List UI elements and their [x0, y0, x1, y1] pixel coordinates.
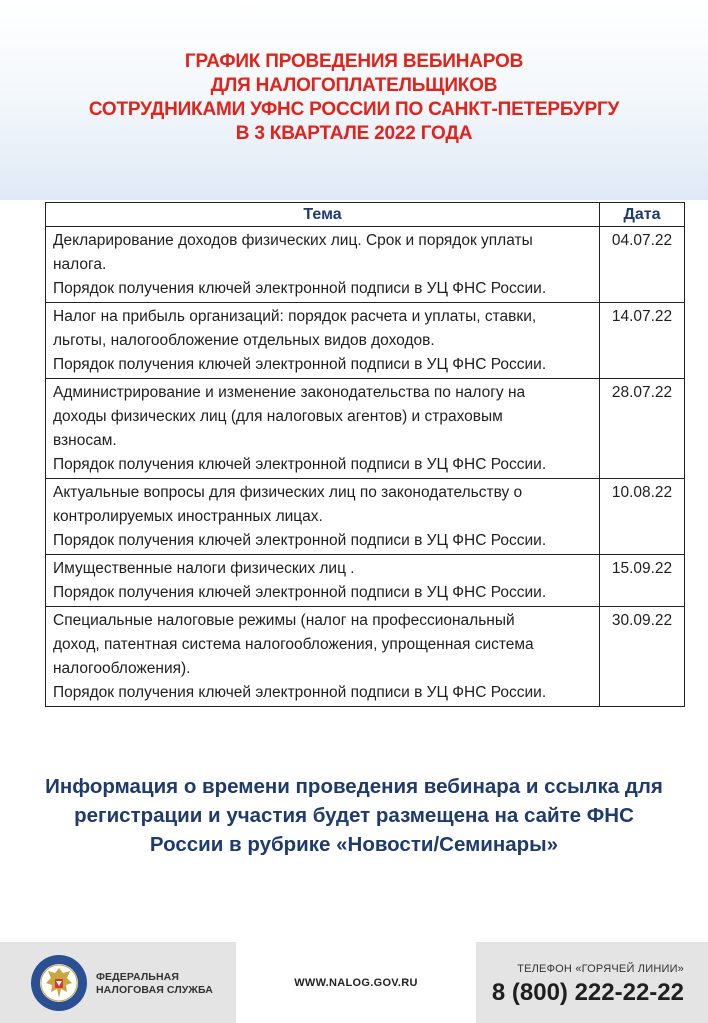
- topic-line: Порядок получения ключей электронной подписи в УЦ ФНС России.: [53, 584, 547, 601]
- page-title: [0, 50, 708, 146]
- date-cell: 04.07.22: [600, 227, 685, 303]
- topic-cell: [46, 607, 600, 707]
- topic-cell: [46, 303, 600, 379]
- hotline-label: ТЕЛЕФОН «ГОРЯЧЕЙ ЛИНИИ»: [517, 963, 684, 975]
- topic-line: Декларирование доходов физических лиц. Срок и порядок уплаты: [53, 232, 533, 249]
- info-line: России в рубрике «Новости/Семинары»: [149, 833, 559, 856]
- org-name-line: НАЛОГОВАЯ СЛУЖБА: [96, 984, 213, 996]
- registration-info: [40, 772, 668, 859]
- topic-line: Налог на прибыль организаций: порядок расчета и уплаты, ставки,: [53, 308, 537, 325]
- topic-line: Администрирование и изменение законодательства по налогу на: [53, 384, 526, 401]
- table-header-row: [46, 203, 685, 227]
- title-line: В 3 КВАРТАЛЕ 2022 ГОДА: [235, 123, 473, 144]
- info-line: регистрации и участия будет размещена на сайте ФНС: [74, 804, 634, 827]
- topic-line: Порядок получения ключей электронной подписи в УЦ ФНС России.: [53, 532, 547, 549]
- topic-cell: [46, 555, 600, 607]
- column-header-date: Дата: [600, 203, 685, 227]
- title-line: СОТРУДНИКАМИ УФНС РОССИИ ПО САНКТ-ПЕТЕРБУРГУ: [88, 99, 620, 120]
- topic-line: контролируемых иностранных лицах.: [53, 508, 323, 525]
- topic-cell: [46, 479, 600, 555]
- topic-line: Порядок получения ключей электронной подписи в УЦ ФНС России.: [53, 356, 547, 373]
- website-link[interactable]: WWW.NALOG.GOV.RU: [294, 977, 418, 989]
- topic-line: доход, патентная система налогообложения, упрощенная система: [53, 636, 534, 653]
- date-cell: 10.08.22: [600, 479, 685, 555]
- title-line: ГРАФИК ПРОВЕДЕНИЯ ВЕБИНАРОВ: [184, 51, 524, 72]
- date-cell: 14.07.22: [600, 303, 685, 379]
- topic-line: налогообложения).: [53, 660, 191, 677]
- topic-line: Имущественные налоги физических лиц .: [53, 560, 355, 577]
- hotline-phone-number[interactable]: 8 (800) 222-22-22: [491, 979, 684, 1006]
- fns-emblem-icon: [30, 954, 88, 1012]
- date-cell: 28.07.22: [600, 379, 685, 479]
- table-row: [46, 607, 685, 707]
- topic-cell: [46, 227, 600, 303]
- topic-line: Специальные налоговые режимы (налог на профессиональный: [53, 612, 515, 629]
- org-name-line: ФЕДЕРАЛЬНАЯ: [96, 971, 179, 983]
- table-row: [46, 479, 685, 555]
- title-line: ДЛЯ НАЛОГОПЛАТЕЛЬЩИКОВ: [210, 75, 498, 96]
- table-body: [46, 227, 685, 707]
- info-line: Информация о времени проведения вебинара и ссылка для: [45, 775, 663, 798]
- table-row: [46, 379, 685, 479]
- topic-line: Порядок получения ключей электронной подписи в УЦ ФНС России.: [53, 684, 547, 701]
- topic-line: налога.: [53, 256, 107, 273]
- column-header-topic: Тема: [46, 203, 600, 227]
- date-cell: 30.09.22: [600, 607, 685, 707]
- topic-line: Порядок получения ключей электронной подписи в УЦ ФНС России.: [53, 280, 547, 297]
- topic-line: льготы, налогообложение отдельных видов доходов.: [53, 332, 435, 349]
- date-cell: 15.09.22: [600, 555, 685, 607]
- topic-line: доходы физических лиц (для налоговых агентов) и страховым: [53, 408, 503, 425]
- webinar-schedule-table: [45, 202, 685, 707]
- footer-bar: [0, 942, 708, 1023]
- topic-line: Актуальные вопросы для физических лиц по законодательству о: [53, 484, 523, 501]
- table-row: [46, 555, 685, 607]
- table-row: [46, 227, 685, 303]
- topic-line: взносам.: [53, 432, 117, 449]
- org-name: [96, 971, 213, 997]
- topic-line: Порядок получения ключей электронной подписи в УЦ ФНС России.: [53, 456, 547, 473]
- table-row: [46, 303, 685, 379]
- topic-cell: [46, 379, 600, 479]
